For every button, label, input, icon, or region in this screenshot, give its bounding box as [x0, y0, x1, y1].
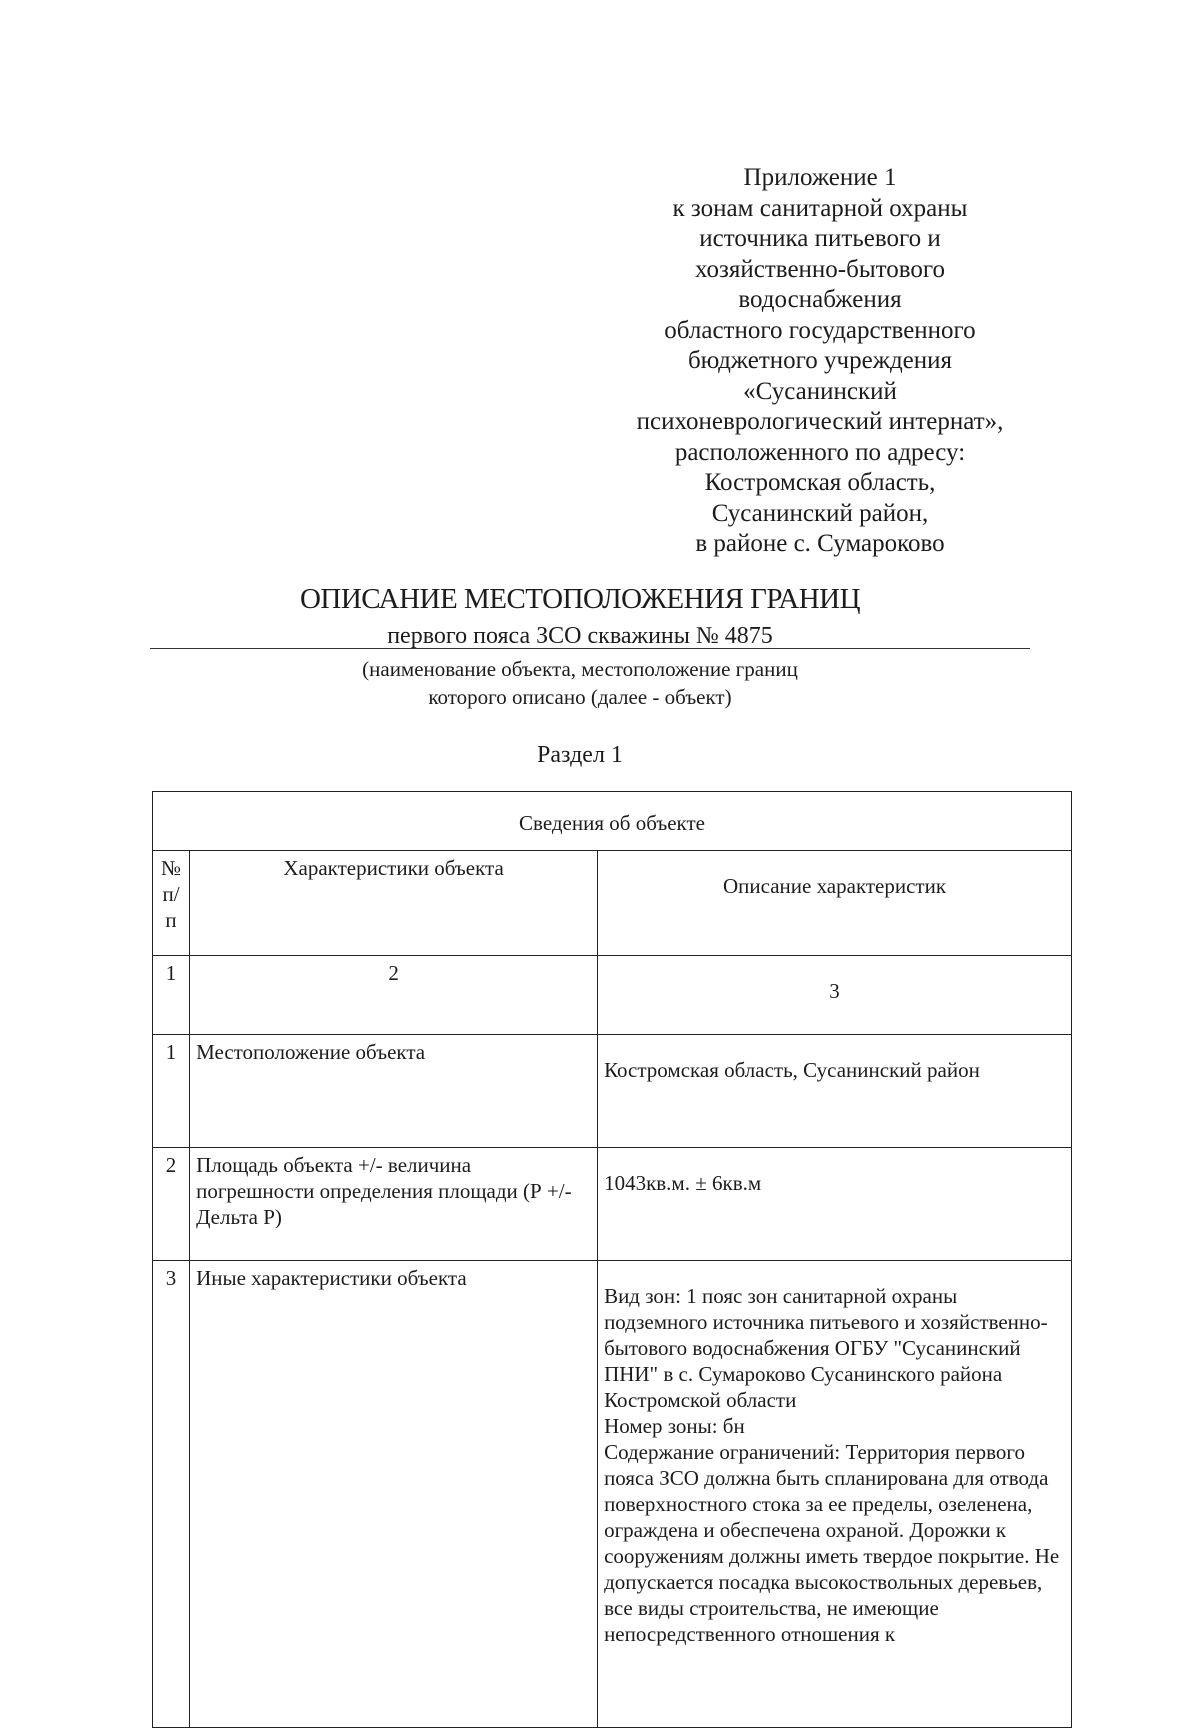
object-info-table — [152, 791, 1072, 1728]
annex-line: источника питьевого и — [699, 225, 941, 252]
annex-line: Костромская область, — [704, 469, 936, 496]
row-characteristic: Местоположение объекта — [190, 1035, 598, 1148]
annex-line: в районе с. Сумароково — [695, 530, 945, 557]
object-caption — [120, 655, 1040, 711]
column-header-description: Описание характеристик — [598, 851, 1072, 956]
annex-line: к зонам санитарной охраны — [672, 194, 968, 222]
object-info-table-wrap — [152, 791, 1072, 1728]
table-row — [153, 1148, 1072, 1261]
section-heading: Раздел 1 — [537, 742, 623, 768]
annex-line: Сусанинский район, — [711, 499, 929, 527]
object-name: первого пояса ЗСО скважины № 4875 — [387, 623, 773, 649]
column-index: 2 — [190, 956, 598, 1035]
column-index: 1 — [153, 956, 190, 1035]
row-description: Вид зон: 1 пояс зон санитарной охраны подземного источника питьевого и хозяйственно-бытового водоснабжения ОГБУ "Сусанинский ПНИ" в с. Сумароково Сусанинского района Костромской области Номер зоны: бн Содержание ограничений: Территория первого пояса ЗСО должна быть спланирована для отвода поверхностного стока за ее пределы, озеленена, ограждена и обеспечена охраной. Дорожки к сооружениям должны иметь твердое покрытие. Не допускается посадка высокоствольных деревьев, все виды строительства, не имеющие непосредственного отношения к — [598, 1261, 1072, 1728]
annex-block — [590, 163, 1050, 560]
caption-line: (наименование объекта, местоположение границ — [362, 657, 798, 681]
table-header: Сведения об объекте — [153, 792, 1072, 851]
underline-rule — [150, 648, 1030, 649]
row-number: 3 — [153, 1261, 190, 1728]
row-number: 1 — [153, 1035, 190, 1148]
annex-line: хозяйственно-бытового — [694, 255, 946, 283]
row-description: 1043кв.м. ± 6кв.м — [598, 1148, 1072, 1261]
annex-line: психоневрологический интернат», — [636, 408, 1004, 435]
annex-line: водоснабжения — [738, 286, 902, 313]
column-header-characteristic: Характеристики объекта — [190, 851, 598, 956]
column-index: 3 — [598, 956, 1072, 1035]
row-characteristic: Иные характеристики объекта — [190, 1261, 598, 1728]
row-characteristic: Площадь объекта +/- величина погрешности определения площади (Р +/- Дельта Р) — [190, 1148, 598, 1261]
row-number: 2 — [153, 1148, 190, 1261]
annex-line: областного государственного — [664, 316, 976, 344]
table-row — [153, 1035, 1072, 1148]
annex-line: Приложение 1 — [743, 164, 897, 191]
annex-line: расположенного по адресу: — [674, 438, 966, 466]
annex-line: бюджетного учреждения — [687, 347, 953, 374]
row-description: Костромская область, Сусанинский район — [598, 1035, 1072, 1148]
table-row — [153, 1261, 1072, 1728]
annex-line: «Сусанинский — [743, 377, 897, 405]
column-header-number: № п/п — [153, 851, 190, 956]
document-title: ОПИСАНИЕ МЕСТОПОЛОЖЕНИЯ ГРАНИЦ — [299, 583, 861, 615]
caption-line: которого описано (далее - объект) — [428, 685, 732, 709]
